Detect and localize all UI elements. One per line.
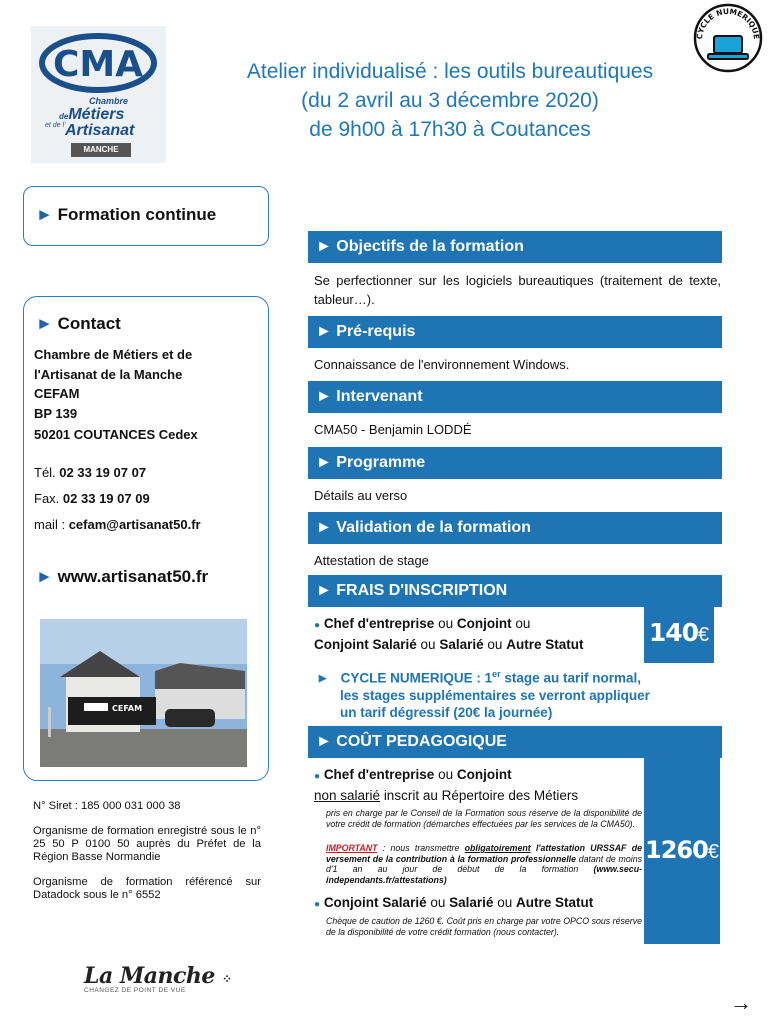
- section-programme-text: Détails au verso: [314, 488, 408, 503]
- svg-text:CMA: CMA: [52, 44, 144, 85]
- frais-eligibility: ● Chef d'entreprise ou Conjoint ou Conjoint Salarié ou Salarié ou Autre Statut: [314, 616, 584, 652]
- contact-tel: Tél. 02 33 19 07 07: [34, 465, 147, 480]
- price-1260: 1260: [645, 836, 708, 864]
- svg-text:CYCLE NUMERIQUE: CYCLE NUMERIQUE: [694, 6, 762, 40]
- logo-metiers: deMétiers: [59, 106, 125, 123]
- cout-note-important: IMPORTANT : nous transmettre obligatoirement l'attestation URSSAF de versement de la contribution à la formation professionnelle datant de moins d'1 an au jour de début de la formation (www.secu-independants.fr/attestations): [326, 843, 642, 885]
- tel-link[interactable]: 02 33 19 07 07: [59, 465, 147, 480]
- title-line-2: (du 2 avril au 3 décembre 2020): [301, 89, 599, 112]
- mail-link[interactable]: cefam@artisanat50.fr: [68, 517, 201, 532]
- formation-continue-box: [23, 186, 269, 246]
- section-intervenant-header: ► Intervenant: [308, 381, 722, 413]
- logo-chambre: Chambre: [89, 96, 129, 106]
- siret-info: [33, 800, 261, 914]
- website-link[interactable]: ► www.artisanat50.fr: [36, 567, 209, 586]
- title-line-1: Atelier individualisé : les outils bureautiques: [246, 60, 654, 83]
- cma-logo-mark: [39, 32, 157, 94]
- arrow-icon: ►: [36, 314, 53, 333]
- contact-box: [23, 296, 269, 781]
- arrow-icon: ►: [316, 670, 330, 686]
- datadock-line: Organisme de formation référencé sur Datadock sous le n° 6552: [33, 876, 261, 901]
- cout-conjoint-salarie: ● Conjoint Salarié ou Salarié ou Autre Statut: [314, 895, 594, 910]
- cout-note-caution: Chèque de caution de 1260 €. Coût pris en charge par votre OPCO sous réserve de la disponibilité de votre crédit formation (nous contacter).: [326, 916, 642, 937]
- contact-mail: mail : cefam@artisanat50.fr: [34, 517, 201, 532]
- next-page-arrow-icon[interactable]: →: [730, 990, 752, 1015]
- contact-address: Chambre de Métiers et de l'Artisanat de la Manche CEFAM BP 139 50201 COUTANCES Cedex: [34, 347, 198, 442]
- la-manche-logo: La Manche ⁘ CHANGEZ DE POINT DE VUE: [84, 963, 232, 994]
- arrow-icon: ►: [36, 205, 53, 224]
- logo-et-de-l: et de l': [45, 122, 66, 129]
- title-line-3: de 9h00 à 17h30 à Coutances: [309, 118, 591, 141]
- section-programme-header: ► Programme: [308, 447, 722, 479]
- cycle-numerique-badge: [692, 2, 764, 74]
- section-prerequis-header: ► Pré-requis: [308, 316, 722, 348]
- section-prerequis-text: Connaissance de l'environnement Windows.: [314, 357, 570, 372]
- cycle-numerique-note: ► CYCLE NUMERIQUE : 1er stage au tarif normal, les stages supplémentaires se verront appliquer un tarif dégressif (20€ la journée): [316, 669, 650, 720]
- section-validation-text: Attestation de stage: [314, 553, 429, 568]
- page-title: [185, 57, 715, 144]
- section-intervenant-text: CMA50 - Benjamin LODDÉ: [314, 422, 472, 437]
- price-140-box: 140€: [644, 606, 714, 663]
- section-objectifs-header: ► Objectifs de la formation: [308, 231, 722, 263]
- cout-note-conseil: pris en charge par le Conseil de la Formation sous réserve de la disponibilité de votre crédit de formation (démarches effectuées par les services de la CMA50).: [326, 808, 642, 829]
- siret-line: N° Siret : 185 000 031 000 38: [33, 800, 181, 812]
- logo-artisanat: Artisanat: [65, 122, 135, 139]
- contact-fax: Fax. 02 33 19 07 09: [34, 491, 150, 506]
- price-140: 140: [648, 618, 699, 647]
- cma-logo: [31, 26, 166, 163]
- section-frais-header: ► FRAIS D'INSCRIPTION: [308, 575, 722, 607]
- section-validation-header: ► Validation de la formation: [308, 512, 722, 544]
- price-1260-box: 1260€: [644, 758, 720, 944]
- section-cout-header: ► COÛT PEDAGOGIQUE: [308, 726, 722, 758]
- contact-title: ► Contact: [36, 314, 121, 333]
- svg-text:CEFAM: CEFAM: [112, 704, 143, 713]
- organisme-enregistre: Organisme de formation enregistré sous le n° 25 50 P 0100 50 auprès du Préfet de la Région Basse Normandie: [33, 825, 261, 863]
- arrow-icon: ►: [36, 567, 53, 586]
- cout-chef-entreprise: ● Chef d'entreprise ou Conjoint non salarié inscrit au Répertoire des Métiers: [314, 767, 579, 803]
- section-objectifs-text: Se perfectionner sur les logiciels bureautiques (traitement de texte, tableur…).: [314, 273, 721, 307]
- formation-continue-label: Formation continue: [57, 205, 217, 224]
- logo-manche: MANCHE: [71, 143, 131, 157]
- cefam-building-photo: [40, 619, 247, 767]
